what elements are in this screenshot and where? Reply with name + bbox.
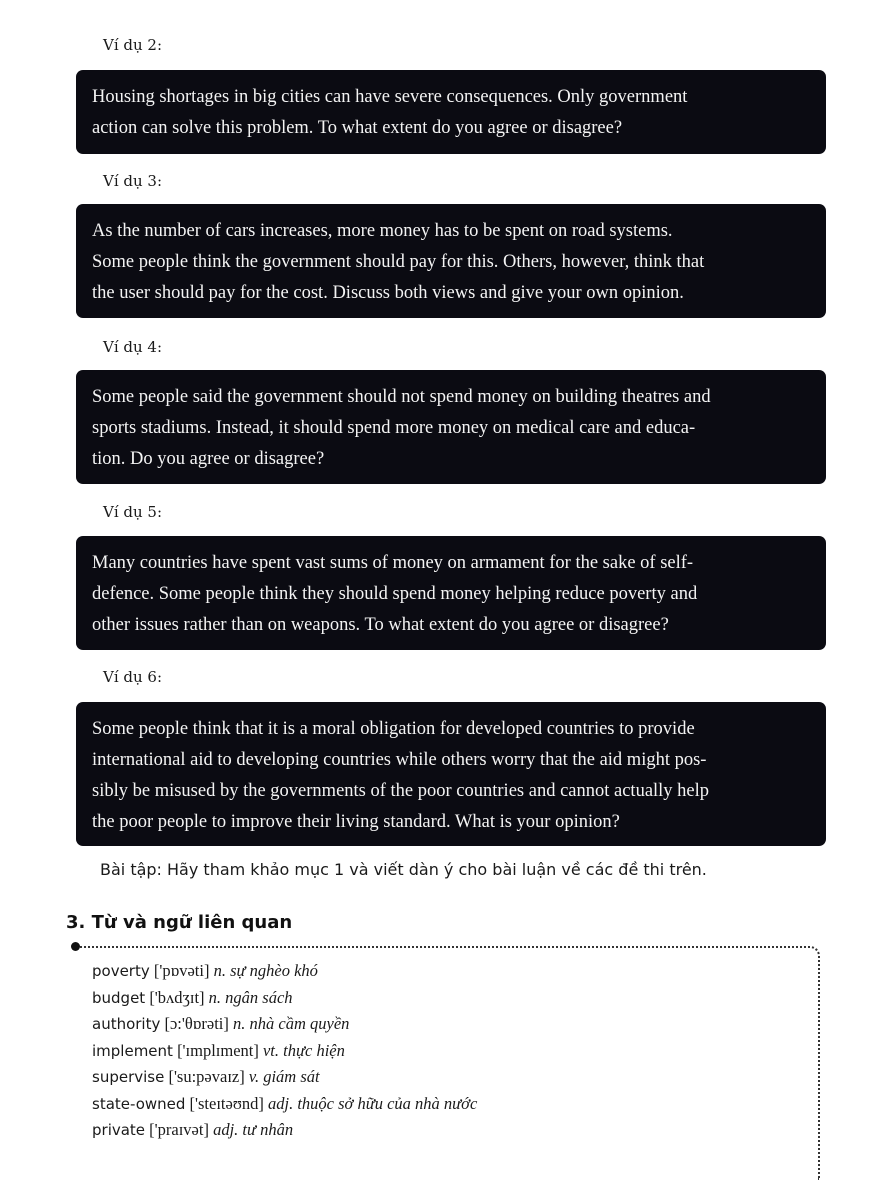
bullet-dot-icon — [71, 942, 80, 951]
prompt-line: Some people think that it is a moral obligation for developed countries to provide — [92, 719, 695, 739]
vocab-word: state-owned — [92, 1094, 186, 1113]
vocab-pos: n. — [233, 1014, 246, 1033]
vocab-item — [92, 958, 477, 985]
vocab-pos: n. — [213, 961, 226, 980]
vocab-pos: vt. — [262, 1040, 280, 1060]
section-heading: 3. Từ và ngữ liên quan — [66, 912, 293, 933]
vocab-item — [92, 1038, 477, 1065]
prompt-line: sibly be misused by the governments of the poor countries and cannot actually help — [92, 781, 710, 801]
prompt-line: As the number of cars increases, more money has to be spent on road systems. — [92, 221, 673, 241]
vocab-meaning: giám sát — [263, 1067, 320, 1086]
vocab-ipa: ['su:pəvaɪz] — [168, 1067, 245, 1086]
vocab-item — [92, 1011, 477, 1038]
vocab-word: authority — [92, 1015, 161, 1033]
vocab-word: implement — [92, 1041, 173, 1060]
prompt-line: defence. Some people think they should spend money helping reduce poverty and — [92, 584, 698, 604]
example-label: Ví dụ 4: — [103, 338, 163, 356]
example-label: Ví dụ 2: — [103, 36, 163, 54]
prompt-line: other issues rather than on weapons. To what extent do you agree or disagree? — [92, 615, 669, 635]
vocab-meaning: tư nhân — [242, 1120, 294, 1139]
prompt-line: Housing shortages in big cities can have severe consequences. Only government — [92, 87, 688, 107]
vocab-item — [92, 1091, 477, 1118]
vocab-ipa: ['bʌdʒɪt] — [149, 987, 205, 1007]
vocab-meaning: sự nghèo khó — [230, 961, 318, 980]
prompt-line: action can solve this problem. To what extent do you agree or disagree? — [92, 118, 623, 138]
vocab-meaning: ngân sách — [225, 987, 293, 1007]
vocab-ipa: [ɔ:'θɒrəti] — [164, 1014, 229, 1033]
vocab-item — [92, 1064, 477, 1091]
vocab-item — [92, 1117, 477, 1144]
vocab-ipa: ['pɒvəti] — [153, 961, 210, 980]
example-prompt-box — [76, 70, 826, 154]
vocab-pos: adj. — [268, 1093, 294, 1113]
vocab-ipa: ['praɪvət] — [149, 1120, 209, 1139]
vocab-list — [92, 958, 477, 1144]
exercise-instruction: Bài tập: Hãy tham khảo mục 1 và viết dàn ý cho bài luận về các đề thi trên. — [100, 860, 707, 879]
prompt-line: international aid to developing countries while others worry that the aid might pos- — [92, 750, 707, 770]
vocab-pos: n. — [208, 987, 222, 1007]
prompt-line: sports stadiums. Instead, it should spend more money on medical care and educa- — [92, 418, 696, 438]
vocab-meaning: thuộc sở hữu của nhà nước — [297, 1093, 478, 1113]
vocab-meaning: thực hiện — [283, 1040, 345, 1060]
prompt-line: the user should pay for the cost. Discuss both views and give your own opinion. — [92, 283, 684, 303]
prompt-line: tion. Do you agree or disagree? — [92, 449, 325, 469]
vocab-word: poverty — [92, 962, 150, 980]
prompt-line: Many countries have spent vast sums of money on armament for the sake of self- — [92, 553, 694, 573]
example-prompt-box — [76, 536, 826, 650]
vocab-word: supervise — [92, 1068, 165, 1086]
example-prompt-box — [76, 370, 826, 484]
example-prompt-box — [76, 204, 826, 318]
vocab-meaning: nhà cầm quyền — [249, 1014, 350, 1033]
example-label: Ví dụ 6: — [103, 668, 163, 686]
vocab-pos: v. — [248, 1067, 260, 1086]
vocab-ipa: ['ɪmplɪment] — [177, 1040, 259, 1060]
prompt-line: Some people think the government should pay for this. Others, however, think that — [92, 252, 705, 272]
vocab-ipa: ['steɪtəʊnd] — [189, 1093, 264, 1113]
vocab-word: budget — [92, 988, 146, 1007]
prompt-line: the poor people to improve their living standard. What is your opinion? — [92, 812, 620, 832]
prompt-line: Some people said the government should not spend money on building theatres and — [92, 387, 711, 407]
example-label: Ví dụ 5: — [103, 503, 163, 521]
example-label: Ví dụ 3: — [103, 172, 163, 190]
vocab-word: private — [92, 1121, 146, 1139]
vocab-pos: adj. — [213, 1120, 239, 1139]
vocab-item — [92, 985, 477, 1012]
example-prompt-box — [76, 702, 826, 846]
